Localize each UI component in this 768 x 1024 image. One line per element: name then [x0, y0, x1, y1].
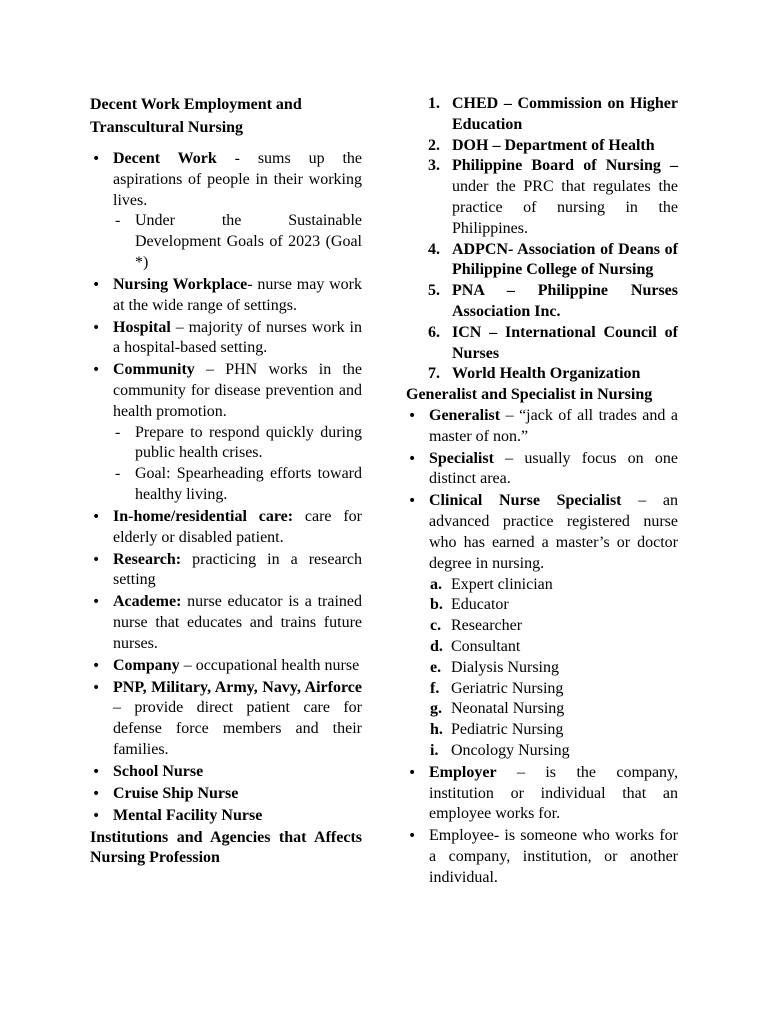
- item-term: In-home/residential care:: [113, 507, 294, 525]
- item-text: – PHN works in the community for disease prevention and health promotion.: [113, 361, 362, 420]
- list-item: [90, 149, 362, 274]
- role-letter: f.: [430, 679, 440, 697]
- item-term: Cruise Ship Nurse: [113, 784, 239, 802]
- item-text: care for elderly or disabled patient.: [113, 507, 362, 546]
- sub-list: [113, 211, 362, 273]
- item-text: – is the company, institution or individual that an employee works for.: [429, 763, 678, 823]
- list-item: [90, 678, 362, 761]
- item-term: Specialist: [429, 449, 494, 467]
- role-item: [429, 679, 678, 700]
- item-term: ICN – International Council of Nurses: [452, 323, 678, 362]
- item-text: practicing in a research setting: [113, 550, 362, 589]
- item-number: 6.: [428, 323, 440, 341]
- item-text: under the PRC that regulates the practice of nursing in the Philippines.: [452, 178, 678, 237]
- role-letter: d.: [430, 637, 443, 655]
- list-item: [406, 491, 678, 761]
- sub-list: [113, 423, 362, 506]
- item-number: 3.: [428, 157, 440, 175]
- role-item: [429, 741, 678, 762]
- role-label: Researcher: [451, 617, 523, 635]
- item-text: – “jack of all trades and a master of non.”: [429, 406, 678, 445]
- item-text: – usually focus on one distinct area.: [429, 449, 678, 488]
- role-label: Geriatric Nursing: [451, 679, 564, 697]
- workplace-list: [90, 149, 362, 827]
- item-term: PNA – Philippine Nurses Association Inc.: [452, 282, 678, 320]
- agency-item: [406, 323, 678, 365]
- item-term: Academe:: [113, 593, 182, 611]
- institutions-heading: Institutions and Agencies that Affects Nursing Profession: [90, 828, 362, 867]
- list-item: [90, 784, 362, 805]
- agency-item: [406, 136, 678, 157]
- agency-item: [406, 94, 678, 136]
- item-term: Community: [113, 361, 195, 379]
- item-term: Decent Work: [113, 150, 217, 167]
- list-item: [406, 763, 678, 825]
- role-letter: b.: [430, 596, 443, 614]
- item-term: PNP, Military, Army, Navy, Airforce: [113, 678, 362, 696]
- item-number: 5.: [428, 282, 440, 300]
- role-item: [429, 658, 678, 679]
- item-term: Nursing Workplace: [113, 275, 248, 293]
- item-term: Company: [113, 656, 180, 674]
- list-item: [90, 507, 362, 549]
- sub-item: - Goal: Spearheading efforts toward healthy living.: [113, 464, 362, 506]
- role-label: Neonatal Nursing: [451, 700, 565, 718]
- item-number: 2.: [428, 136, 440, 154]
- title-line-1: Decent Work Employment and: [90, 96, 302, 113]
- role-item: [429, 616, 678, 637]
- item-term: CHED – Commission on Higher Education: [452, 95, 678, 133]
- list-item: [90, 318, 362, 360]
- agency-item: [406, 281, 678, 323]
- left-column: [90, 94, 362, 869]
- role-item: [429, 575, 678, 596]
- generalist-heading: Generalist and Specialist in Nursing: [406, 386, 653, 404]
- list-item: [90, 656, 362, 677]
- item-text: – majority of nurses work in a hospital-based setting.: [113, 318, 362, 357]
- sub-item: - Under the Sustainable Development Goals of 2023 (Goal *): [113, 211, 362, 273]
- item-text: - sums up the aspirations of people in their working lives.: [113, 150, 362, 209]
- role-item: [429, 720, 678, 741]
- role-item: [429, 595, 678, 616]
- item-term: Philippine Board of Nursing –: [452, 157, 678, 175]
- item-term: DOH – Department of Health: [452, 136, 655, 154]
- item-text: nurse educator is a trained nurse that educates and trains future nurses.: [113, 593, 362, 652]
- agencies-list: [406, 94, 678, 385]
- item-text: – occupational health nurse: [179, 656, 360, 674]
- item-term: Research:: [113, 550, 182, 568]
- right-column: [406, 94, 678, 890]
- list-item: [90, 592, 362, 654]
- title-line-2: Transcultural Nursing: [90, 118, 244, 136]
- sub-item: - Prepare to respond quickly during public health crises.: [113, 423, 362, 465]
- specialist-list: [406, 406, 678, 889]
- item-term: ADPCN- Association of Deans of Philippine College of Nursing: [452, 240, 678, 279]
- role-item: [429, 699, 678, 720]
- agency-item: [406, 156, 678, 239]
- item-number: 4.: [428, 240, 440, 258]
- item-text: – provide direct patient care for defense force members and their families.: [113, 699, 362, 759]
- agency-item: [406, 364, 678, 385]
- role-label: Dialysis Nursing: [451, 658, 559, 676]
- list-item: [90, 550, 362, 592]
- item-term: Hospital: [113, 318, 171, 336]
- role-item: [429, 637, 678, 658]
- item-term: Mental Facility Nurse: [113, 806, 263, 824]
- role-label: Expert clinician: [451, 575, 553, 593]
- item-text: – an advanced practice registered nurse who has earned a master’s or doctor degree in nursing.: [429, 492, 678, 572]
- list-item: [406, 406, 678, 448]
- role-letter: c.: [430, 617, 442, 635]
- role-letter: e.: [430, 658, 442, 676]
- item-text: Employee- is someone who works for a company, institution, or another individual.: [429, 827, 678, 886]
- item-term: School Nurse: [113, 762, 204, 780]
- role-letter: g.: [430, 700, 442, 718]
- item-term: World Health Organization: [452, 365, 641, 383]
- role-letter: a.: [430, 575, 442, 593]
- item-number: 1.: [428, 95, 440, 112]
- list-item: [90, 275, 362, 317]
- item-term: Employer: [429, 763, 497, 781]
- role-letter: h.: [430, 721, 443, 739]
- list-item: [90, 762, 362, 783]
- item-term: Clinical Nurse Specialist: [429, 492, 622, 510]
- item-term: Generalist: [429, 406, 501, 424]
- list-item: [90, 806, 362, 827]
- role-label: Oncology Nursing: [451, 741, 570, 759]
- document-title: [90, 94, 362, 139]
- list-item: [406, 449, 678, 491]
- role-label: Educator: [451, 596, 509, 614]
- agency-item: [406, 240, 678, 282]
- role-label: Pediatric Nursing: [451, 721, 564, 739]
- list-item: [90, 360, 362, 506]
- role-letter: i.: [430, 741, 439, 759]
- role-label: Consultant: [451, 637, 521, 655]
- item-text: - nurse may work at the wide range of settings.: [113, 275, 363, 314]
- item-number: 7.: [428, 365, 440, 383]
- list-item: [406, 826, 678, 888]
- cns-roles-list: [429, 575, 678, 762]
